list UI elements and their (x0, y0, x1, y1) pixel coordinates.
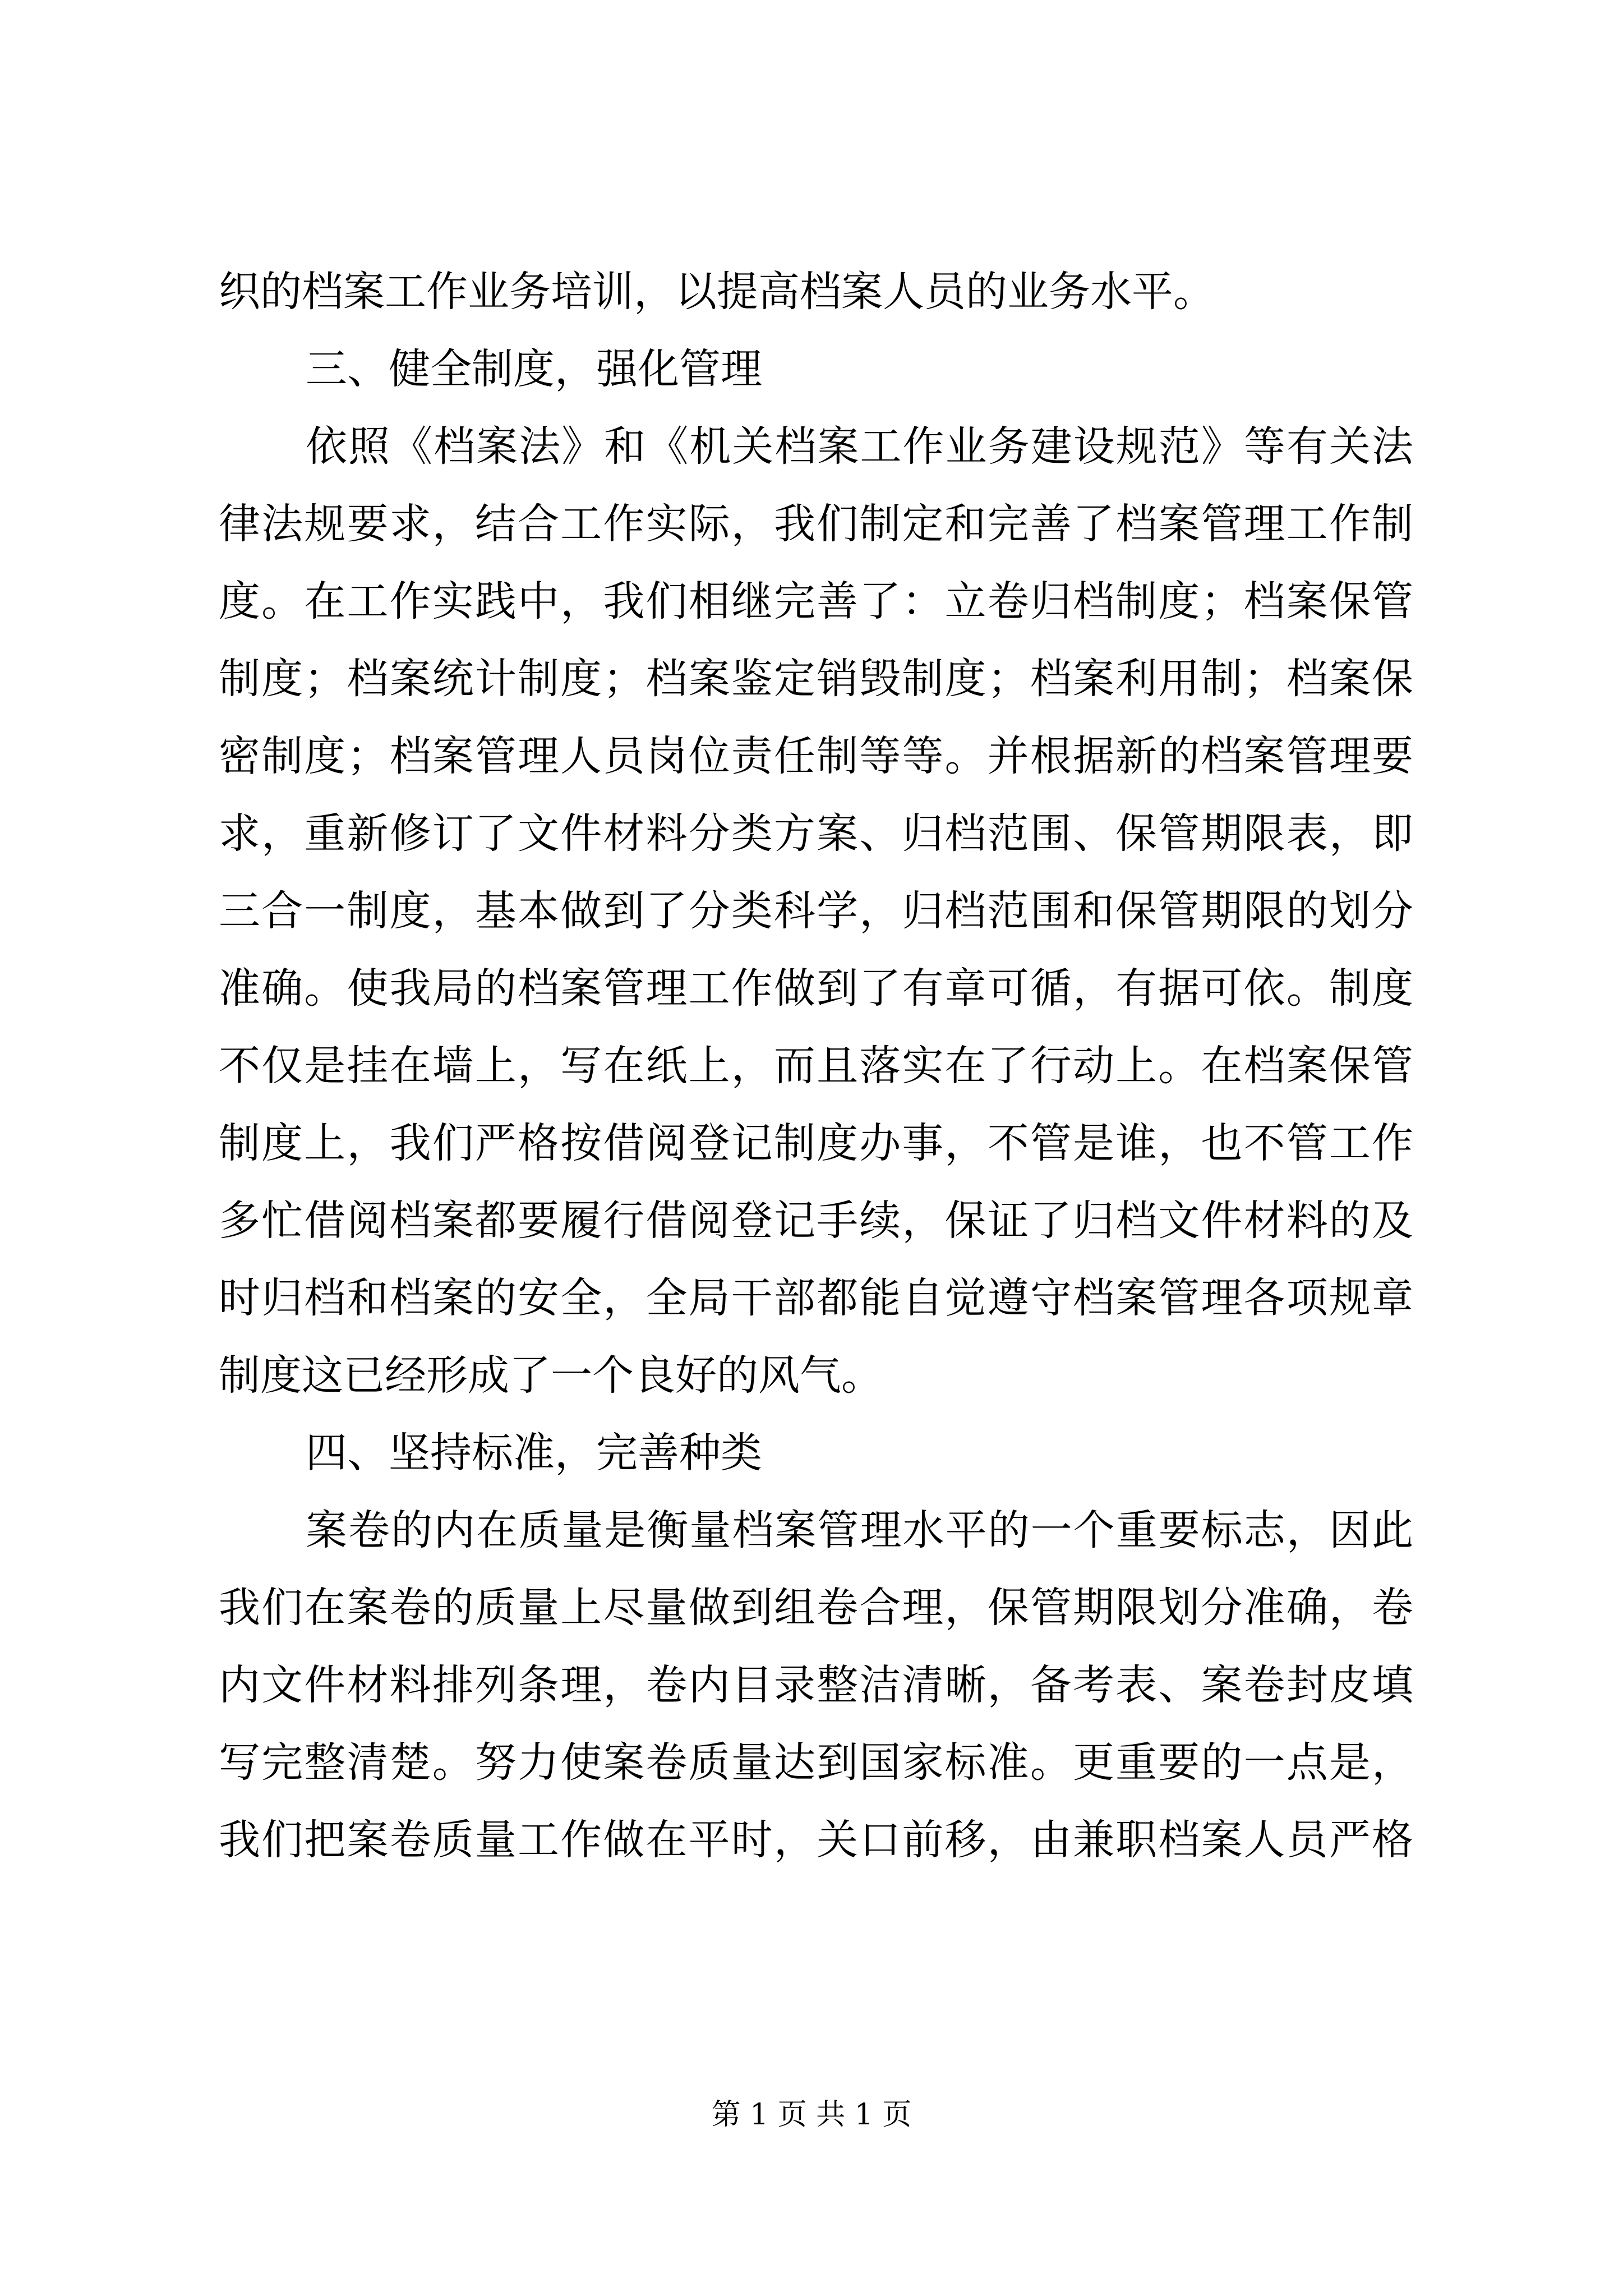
body-text-line: 制度这已经形成了一个良好的风气。 (219, 1351, 883, 1400)
body-text-line: 律法规要求，结合工作实际，我们制定和完善了档案管理工作制 (219, 500, 1413, 548)
body-text-line: 内文件材料排列条理，卷内目录整洁清晰，备考表、案卷封皮填 (219, 1661, 1413, 1709)
body-text-line: 案卷的内在质量是衡量档案管理水平的一个重要标志，因此 (306, 1506, 1413, 1554)
body-text-line: 织的档案工作业务培训，以提高档案人员的业务水平。 (219, 268, 1215, 316)
section-heading: 三、健全制度，强化管理 (306, 345, 762, 393)
section-heading: 四、坚持标准，完善种类 (306, 1429, 762, 1477)
body-text-line: 密制度；档案管理人员岗位责任制等等。并根据新的档案管理要 (219, 732, 1413, 780)
body-text-line: 我们把案卷质量工作做在平时，关口前移，由兼职档案人员严格 (219, 1816, 1413, 1864)
body-text-line: 准确。使我局的档案管理工作做到了有章可循，有据可依。制度 (219, 964, 1413, 1013)
body-text-line: 三合一制度，基本做到了分类科学，归档范围和保管期限的划分 (219, 887, 1413, 935)
body-text-line: 不仅是挂在墙上，写在纸上，而且落实在了行动上。在档案保管 (219, 1042, 1413, 1090)
body-text-line: 写完整清楚。努力使案卷质量达到国家标准。更重要的一点是， (219, 1738, 1413, 1787)
page-footer: 第 1 页 共 1 页 (711, 2098, 912, 2132)
body-text-line: 我们在案卷的质量上尽量做到组卷合理，保管期限划分准确，卷 (219, 1584, 1413, 1632)
body-text-line: 依照《档案法》和《机关档案工作业务建设规范》等有关法 (306, 422, 1413, 471)
body-text-line: 制度；档案统计制度；档案鉴定销毁制度；档案利用制；档案保 (219, 655, 1413, 703)
body-text-line: 求，重新修订了文件材料分类方案、归档范围、保管期限表，即 (219, 809, 1413, 858)
body-text-line: 度。在工作实践中，我们相继完善了：立卷归档制度；档案保管 (219, 577, 1413, 625)
body-text-line: 多忙借阅档案都要履行借阅登记手续，保证了归档文件材料的及 (219, 1197, 1413, 1245)
body-text-line: 制度上，我们严格按借阅登记制度办事，不管是谁，也不管工作 (219, 1119, 1413, 1167)
body-text-line: 时归档和档案的安全，全局干部都能自觉遵守档案管理各项规章 (219, 1274, 1413, 1322)
